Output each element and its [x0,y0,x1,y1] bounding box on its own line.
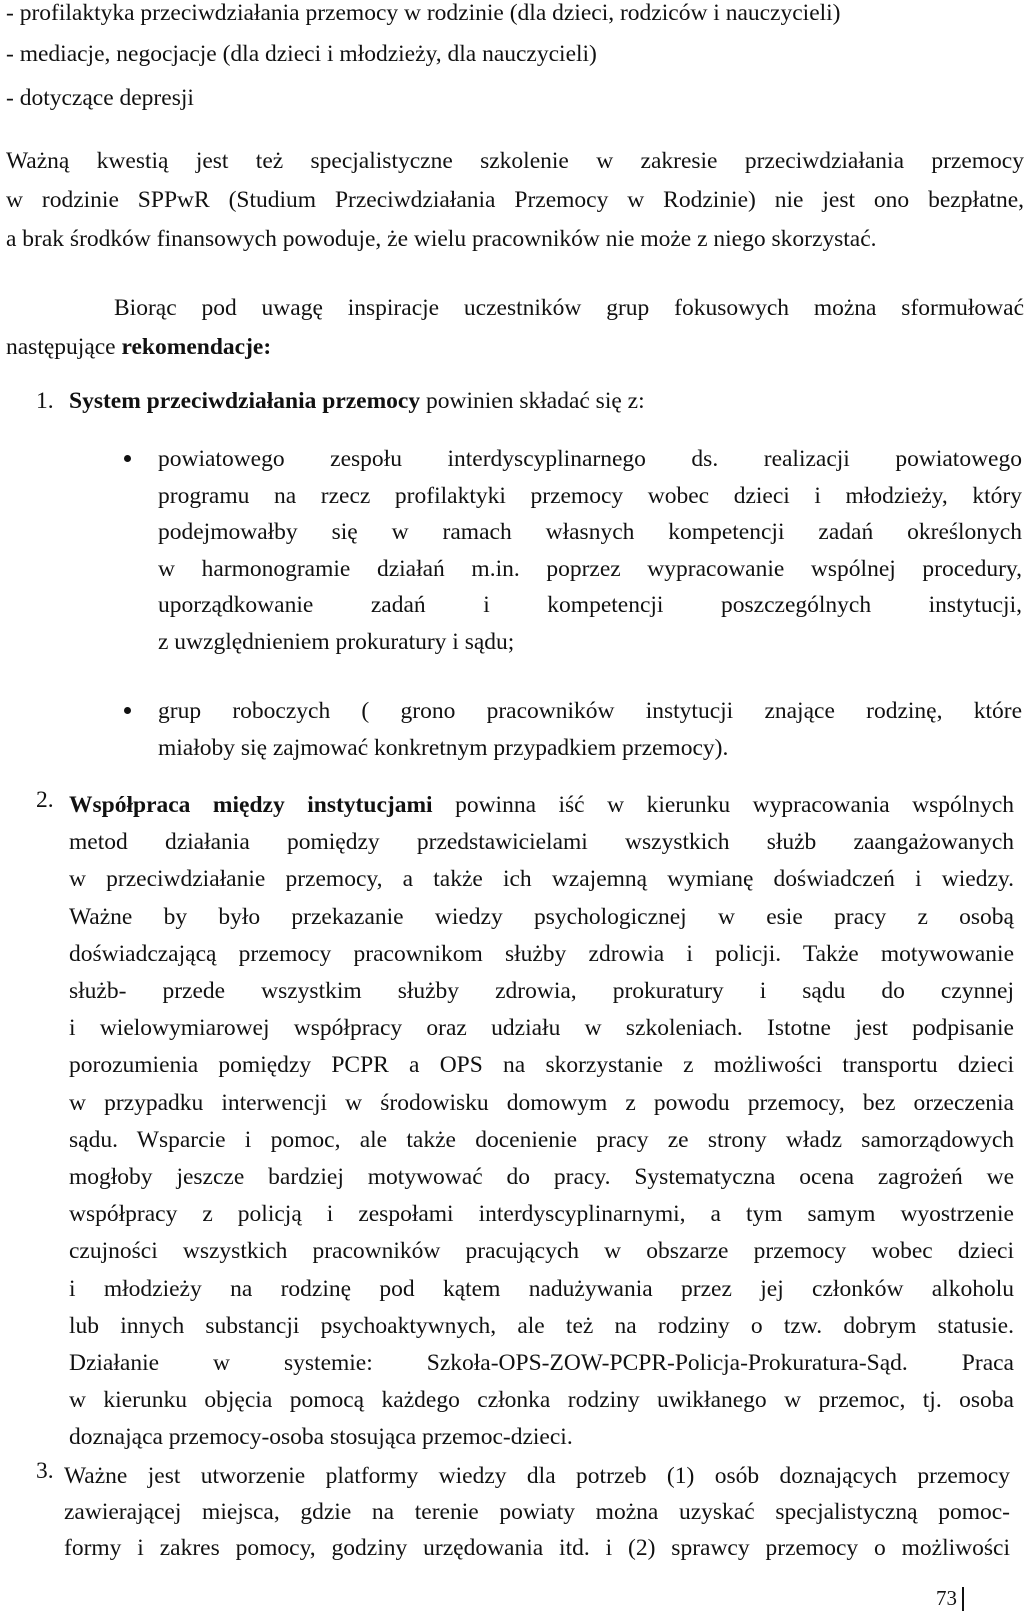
paragraph-line: służb- przede wszystkim służby zdrowia, prokuratury i sądu do czynnej [69,978,1014,1005]
paragraph-line: sądu. Wsparcie i pomoc, ale także docenienie pracy ze strony władz samorządowych [69,1126,1014,1153]
paragraph-training [6,142,1024,259]
bullet-line: z uwzględnieniem prokuratury i sądu; [158,628,515,655]
intro-list-item: - dotyczące depresji [6,85,194,111]
paragraph-line [69,787,1014,824]
intro-list-item: - profilaktyka przeciwdziałania przemocy w rodzinie (dla dzieci, rodziców i nauczycieli) [6,0,841,26]
paragraph-line: zawierającej miejsca, gdzie na terenie powiaty można uzyskać specjalistyczną pomoc- [64,1499,1010,1525]
item-heading-bold: System przeciwdziałania przemocy [69,388,421,414]
bullet-line: grup roboczych ( grono pracowników instytucji znające rodzinę, które [158,698,1022,724]
bullet-dot [124,455,131,462]
paragraph-line: formy i zakres pomocy, godziny urzędowania itd. i (2) sprawcy przemocy o możliwości [64,1535,1010,1561]
paragraph-line: doświadczającą przemocy pracownikom służby zdrowia i policji. Także motywowanie [69,940,1014,967]
item-number: 1. [36,388,54,414]
item-2-text [69,787,1014,1457]
bullet-line: podejmowałby się w ramach własnych kompetencji zadań określonych [158,519,1022,545]
paragraph-line: Ważną kwestią jest też specjalistyczne szkolenie w zakresie przeciwdziałania przemocy [6,148,1024,174]
paragraph-line: i młodzieży na rodzinę pod kątem nadużywania przez jej członków alkoholu [69,1275,1014,1302]
item-heading-text: powinna iść w kierunku wypracowania wspólnych [432,792,1014,818]
page-number-divider [962,1587,964,1611]
paragraph-line: doznająca przemocy-osoba stosująca przemoc-dzieci. [69,1424,573,1451]
paragraph-recommendations-intro [6,289,1024,367]
bullet-item [158,693,1022,766]
paragraph-line: Biorąc pod uwagę inspiracje uczestników grup fokusowych można sformułować [114,295,1024,321]
paragraph-line: czujności wszystkich pracowników pracujących w obszarze przemocy wobec dzieci [69,1238,1014,1265]
bullet-line: powiatowego zespołu interdyscyplinarnego ds. realizacji powiatowego [158,446,1022,472]
bullet-line: programu na rzecz profilaktyki przemocy wobec dzieci i młodzieży, który [158,482,1022,509]
paragraph-line: w przypadku interwencji w środowisku domowym z powodu przemocy, bez orzeczenia [69,1089,1014,1116]
paragraph-line: a brak środków finansowych powoduje, że wielu pracowników nie może z niego skorzystać. [6,226,877,252]
paragraph-line: porozumienia pomiędzy PCPR a OPS na skorzystanie z możliwości transportu dzieci [69,1052,1014,1079]
bullet-text [158,693,1022,766]
item-number: 3. [36,1458,54,1484]
paragraph-line: w rodzinie SPPwR (Studium Przeciwdziałania Przemocy w Rodzinie) nie jest ono bezpłatne, [6,187,1024,213]
paragraph-line [6,328,1024,367]
item-heading-bold: Współpraca między instytucjami [69,792,433,818]
bullet-dot [124,707,131,714]
paragraph-line: mogłoby jeszcze bardziej motywować do pracy. Systematyczna ocena zagrożeń we [69,1164,1014,1191]
paragraph-line: w przeciwdziałanie przemocy, a także ich wzajemną wymianę doświadczeń i wiedzy. [69,866,1014,893]
paragraph-line: współpracy z policją i zespołami interdyscyplinarnymi, a tym samym wyostrzenie [69,1201,1014,1228]
paragraph-line: lub innych substancji psychoaktywnych, ale też na rodziny o tzw. dobrym statusie. [69,1312,1014,1339]
recommendations-heading: rekomendacje: [121,334,272,360]
paragraph-line: Ważne by było przekazanie wiedzy psychologicznej w esie pracy z osobą [69,903,1014,930]
intro-list-item: - mediacje, negocjacje (dla dzieci i młodzieży, dla nauczycieli) [6,41,597,67]
item-heading-text: powinien składać się z: [420,388,645,414]
paragraph-line: i wielowymiarowej współpracy oraz udziału w szkoleniach. Istotne jest podpisanie [69,1015,1014,1042]
bullet-line: miałoby się zajmować konkretnym przypadkiem przemocy). [158,734,729,761]
item-number: 2. [36,787,54,813]
paragraph-line: Działanie w systemie: Szkoła-OPS-ZOW-PCPR-Policja-Prokuratura-Sąd. Praca [69,1350,1014,1377]
item-3-text [64,1458,1010,1566]
item-heading-line [69,385,645,418]
paragraph-line: metod działania pomiędzy przedstawicielami wszystkich służb zaangażowanych [69,829,1014,856]
bullet-line: w harmonogramie działań m.in. poprzez wypracowanie wspólnej procedury, [158,555,1022,582]
bullet-text [158,441,1022,660]
page-number: 73 [936,1586,957,1610]
bullet-item [158,441,1022,660]
paragraph-line: w kierunku objęcia pomocą każdego członka rodziny uwikłanego w przemoc, tj. osoba [69,1387,1014,1414]
paragraph-text: następujące [6,334,122,360]
paragraph-line: Ważne jest utworzenie platformy wiedzy dla potrzeb (1) osób doznających przemocy [64,1463,1010,1489]
bullet-line: uporządkowanie zadań i kompetencji poszczególnych instytucji, [158,592,1022,618]
